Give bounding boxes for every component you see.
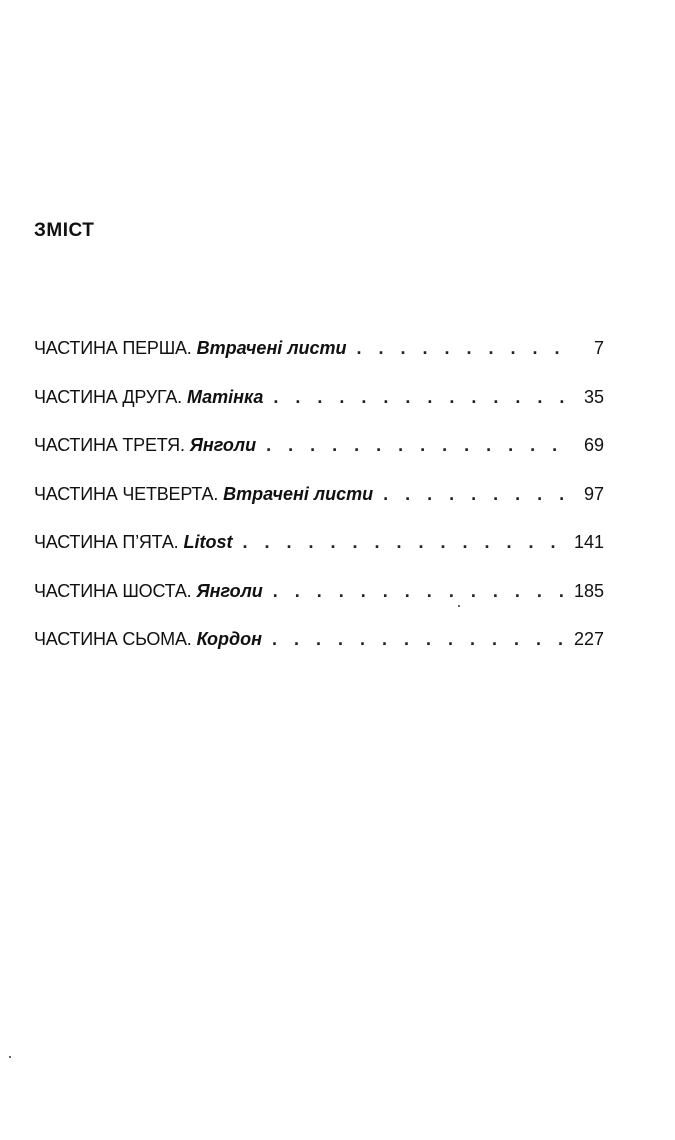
toc-entry [34,581,604,630]
dot-leader [273,581,566,602]
toc-entry [34,532,604,581]
page-number: 7 [593,338,604,358]
part-label: ЧАСТИНА ШОСТА. [34,580,192,601]
part-title: Втрачені листи [196,338,347,358]
page-number: 35 [583,386,604,407]
part-title: Втрачені листи [223,483,374,504]
contents-heading: ЗМІСТ [34,220,95,241]
scan-speck [9,1056,11,1058]
part-title: Янголи [196,580,263,601]
part-title: Litost [183,532,233,552]
part-title: Янголи [189,435,257,455]
page-number: 185 [573,580,604,601]
part-label: ЧАСТИНА СЬОМА. [34,629,192,649]
dot-leader [266,435,572,456]
dot-leader [273,387,572,408]
toc-entry [34,629,604,678]
table-of-contents [34,338,604,678]
part-label: ЧАСТИНА ДРУГА. [34,386,182,407]
scan-speck [458,605,460,607]
toc-entry [34,338,604,387]
part-label: ЧАСТИНА ТРЕТЯ. [34,435,185,455]
page-number: 69 [583,435,604,455]
page-number: 97 [583,483,604,504]
dot-leader [383,484,572,505]
dot-leader [272,629,566,650]
part-label: ЧАСТИНА П’ЯТА. [34,532,179,552]
part-label: ЧАСТИНА ПЕРША. [34,338,192,358]
part-label: ЧАСТИНА ЧЕТВЕРТА. [34,483,219,504]
part-title: Кордон [196,629,262,649]
toc-entry [34,387,604,436]
page-number: 141 [573,532,604,552]
dot-leader [357,338,572,359]
toc-entry [34,435,604,484]
dot-leader [243,532,566,553]
part-title: Матінка [186,386,264,407]
toc-entry [34,484,604,533]
page-number: 227 [573,629,604,649]
